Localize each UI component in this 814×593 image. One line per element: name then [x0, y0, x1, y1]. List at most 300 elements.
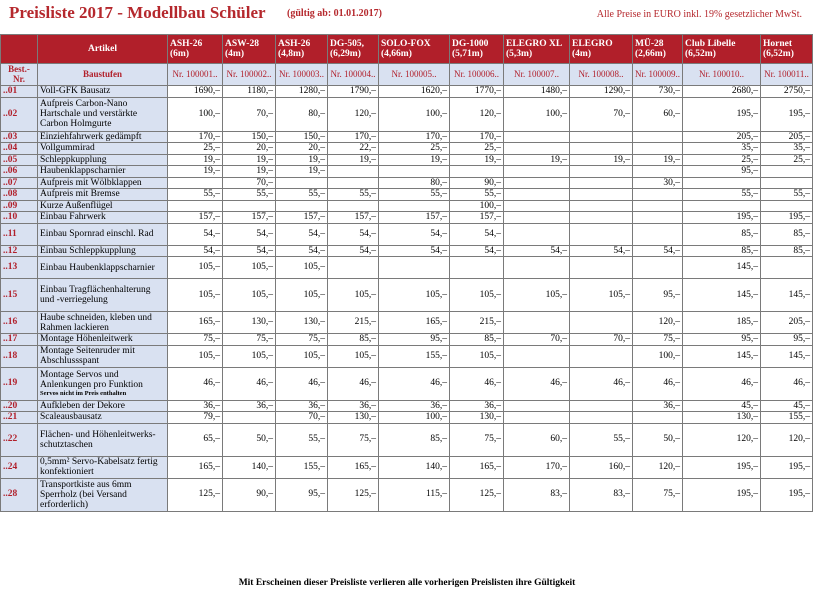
row-number: ..16 — [1, 312, 38, 334]
price-cell: 20,– — [223, 143, 276, 155]
price-cell: 70,– — [223, 97, 276, 131]
price-cell — [633, 212, 683, 224]
price-cell: 70,– — [570, 97, 633, 131]
price-cell: 46,– — [570, 367, 633, 400]
price-cell: 55,– — [328, 189, 379, 201]
price-cell: 145,– — [683, 257, 761, 279]
price-cell: 70,– — [504, 334, 570, 346]
price-table — [0, 34, 813, 512]
price-cell — [223, 200, 276, 212]
row-description — [38, 257, 168, 279]
price-cell — [379, 257, 450, 279]
model-name-header: SOLO-FOX (4,66m) — [379, 35, 450, 64]
table-subheader-row — [1, 64, 813, 86]
price-cell: 95,– — [683, 334, 761, 346]
price-cell: 130,– — [328, 412, 379, 424]
row-description-text: Aufpreis mit Wölbklappen — [40, 177, 142, 188]
row-description-text: Einbau Schleppkupplung — [40, 245, 136, 256]
row-description — [38, 345, 168, 367]
price-cell: 54,– — [328, 223, 379, 245]
price-cell: 50,– — [633, 423, 683, 456]
model-name-header: ASW-28 (4m) — [223, 35, 276, 64]
price-cell: 36,– — [223, 400, 276, 412]
row-description — [38, 200, 168, 212]
row-description — [38, 245, 168, 257]
price-cell: 36,– — [168, 400, 223, 412]
price-cell — [761, 257, 813, 279]
table-row — [1, 97, 813, 131]
price-cell: 105,– — [276, 257, 328, 279]
price-cell: 55,– — [223, 189, 276, 201]
price-cell: 75,– — [223, 334, 276, 346]
price-cell — [570, 312, 633, 334]
price-cell — [761, 200, 813, 212]
price-cell: 90,– — [223, 478, 276, 511]
price-cell: 60,– — [633, 97, 683, 131]
price-cell: 55,– — [379, 189, 450, 201]
price-cell: 100,– — [633, 345, 683, 367]
footer-note: Mit Erscheinen dieser Preisliste verlieren alle vorherigen Preislisten ihre Gültigkeit — [238, 578, 576, 588]
table-row — [1, 223, 813, 245]
price-cell: 105,– — [450, 345, 504, 367]
row-number: ..22 — [1, 423, 38, 456]
price-cell: 125,– — [450, 478, 504, 511]
row-description-text: Einziehfahrwerk gedämpft — [40, 131, 142, 142]
price-cell: 130,– — [450, 412, 504, 424]
row-description — [38, 177, 168, 189]
price-cell: 140,– — [223, 456, 276, 478]
price-cell: 19,– — [276, 166, 328, 178]
price-cell: 54,– — [379, 223, 450, 245]
price-cell: 70,– — [570, 334, 633, 346]
price-cell: 46,– — [276, 367, 328, 400]
price-cell: 120,– — [761, 423, 813, 456]
row-number: ..06 — [1, 166, 38, 178]
price-cell: 36,– — [633, 400, 683, 412]
price-cell: 85,– — [761, 245, 813, 257]
price-cell: 100,– — [450, 200, 504, 212]
price-cell: 1690,– — [168, 86, 223, 98]
price-cell: 157,– — [328, 212, 379, 224]
price-cell: 95,– — [761, 334, 813, 346]
row-description — [38, 97, 168, 131]
model-article-number: Nr. 100001.. — [168, 64, 223, 86]
price-cell: 46,– — [168, 367, 223, 400]
price-cell: 65,– — [168, 423, 223, 456]
row-description — [38, 189, 168, 201]
price-cell: 105,– — [168, 279, 223, 312]
page-header — [0, 0, 814, 34]
row-number: ..01 — [1, 86, 38, 98]
price-cell: 19,– — [504, 154, 570, 166]
price-cell: 100,– — [379, 97, 450, 131]
row-description-text: Montage Servos und Anlenkungen pro Funktion — [40, 370, 143, 390]
price-cell: 54,– — [450, 223, 504, 245]
price-cell: 100,– — [168, 97, 223, 131]
price-cell — [570, 177, 633, 189]
row-number: ..13 — [1, 257, 38, 279]
price-cell: 75,– — [633, 478, 683, 511]
price-cell: 165,– — [379, 312, 450, 334]
price-cell: 145,– — [683, 345, 761, 367]
price-cell: 83,– — [504, 478, 570, 511]
price-cell: 54,– — [223, 223, 276, 245]
price-cell — [570, 345, 633, 367]
row-number: ..21 — [1, 412, 38, 424]
price-cell: 195,– — [761, 456, 813, 478]
row-description-text: Einbau Tragflächenhalterung und -verriegelung — [40, 285, 151, 305]
price-cell: 215,– — [450, 312, 504, 334]
table-row — [1, 131, 813, 143]
price-cell: 155,– — [379, 345, 450, 367]
row-description-text: Flächen- und Höhenleitwerks-schutztaschen — [40, 429, 156, 450]
row-number: ..18 — [1, 345, 38, 367]
price-cell: 115,– — [379, 478, 450, 511]
price-cell: 19,– — [379, 154, 450, 166]
price-cell: 140,– — [379, 456, 450, 478]
table-row — [1, 200, 813, 212]
price-cell — [328, 257, 379, 279]
price-cell: 170,– — [168, 131, 223, 143]
row-description-text: Haubenklappscharnier — [40, 166, 126, 177]
price-cell: 730,– — [633, 86, 683, 98]
header-baustufen: Baustufen — [38, 64, 168, 86]
price-cell: 1280,– — [276, 86, 328, 98]
price-cell: 120,– — [328, 97, 379, 131]
price-cell — [633, 143, 683, 155]
price-cell: 205,– — [683, 131, 761, 143]
price-cell: 75,– — [168, 334, 223, 346]
price-cell — [633, 166, 683, 178]
price-cell: 195,– — [683, 212, 761, 224]
price-cell: 85,– — [683, 245, 761, 257]
price-cell: 2680,– — [683, 86, 761, 98]
price-cell: 46,– — [328, 367, 379, 400]
price-cell: 145,– — [761, 279, 813, 312]
price-cell: 35,– — [683, 143, 761, 155]
row-description — [38, 312, 168, 334]
row-number: ..07 — [1, 177, 38, 189]
price-cell: 195,– — [683, 97, 761, 131]
price-cell: 55,– — [276, 423, 328, 456]
price-cell: 1770,– — [450, 86, 504, 98]
table-row — [1, 312, 813, 334]
row-description — [38, 367, 168, 400]
row-description-note: Servos nicht im Preis enthalten — [40, 390, 127, 397]
price-cell: 25,– — [379, 143, 450, 155]
price-cell: 46,– — [504, 367, 570, 400]
row-description — [38, 86, 168, 98]
price-cell — [570, 131, 633, 143]
price-cell: 54,– — [379, 245, 450, 257]
price-cell: 85,– — [379, 423, 450, 456]
price-cell — [379, 166, 450, 178]
row-description-text: Aufpreis Carbon-Nano Hartschale und verstärkte Carbon Holmgurte — [40, 99, 138, 129]
model-article-number: Nr. 100009.. — [633, 64, 683, 86]
price-cell: 105,– — [379, 279, 450, 312]
row-number: ..19 — [1, 367, 38, 400]
row-description-text: Montage Höhenleitwerk — [40, 334, 133, 345]
price-cell: 90,– — [450, 177, 504, 189]
price-cell — [683, 200, 761, 212]
price-cell: 50,– — [223, 423, 276, 456]
price-cell: 185,– — [683, 312, 761, 334]
price-cell — [633, 200, 683, 212]
model-article-number: Nr. 100003.. — [276, 64, 328, 86]
header-artikel: Artikel — [38, 35, 168, 64]
price-cell: 19,– — [276, 154, 328, 166]
price-cell: 1180,– — [223, 86, 276, 98]
price-cell: 157,– — [379, 212, 450, 224]
price-cell: 54,– — [328, 245, 379, 257]
price-cell: 170,– — [450, 131, 504, 143]
price-cell: 30,– — [633, 177, 683, 189]
model-name-header: ELEGRO (4m) — [570, 35, 633, 64]
row-number: ..02 — [1, 97, 38, 131]
row-number: ..09 — [1, 200, 38, 212]
price-cell — [633, 257, 683, 279]
table-row — [1, 334, 813, 346]
price-cell: 54,– — [223, 245, 276, 257]
price-cell: 105,– — [223, 279, 276, 312]
price-cell: 1480,– — [504, 86, 570, 98]
price-cell: 120,– — [633, 456, 683, 478]
price-cell — [504, 131, 570, 143]
price-cell — [504, 257, 570, 279]
table-row — [1, 279, 813, 312]
model-article-number: Nr. 100002.. — [223, 64, 276, 86]
price-cell: 46,– — [379, 367, 450, 400]
price-cell: 95,– — [276, 478, 328, 511]
table-row — [1, 86, 813, 98]
price-cell — [276, 200, 328, 212]
price-cell: 1620,– — [379, 86, 450, 98]
row-number: ..11 — [1, 223, 38, 245]
table-row — [1, 400, 813, 412]
price-cell: 80,– — [379, 177, 450, 189]
table-row — [1, 189, 813, 201]
price-cell — [570, 189, 633, 201]
price-cell: 95,– — [683, 166, 761, 178]
price-cell: 70,– — [276, 412, 328, 424]
price-cell: 19,– — [450, 154, 504, 166]
row-number: ..10 — [1, 212, 38, 224]
price-cell: 54,– — [450, 245, 504, 257]
table-row — [1, 345, 813, 367]
row-number: ..08 — [1, 189, 38, 201]
row-description-text: Aufpreis mit Bremse — [40, 189, 120, 200]
row-description-text: Montage Seitenruder mit Abschlussspant — [40, 346, 135, 366]
row-description-text: Vollgummirad — [40, 143, 95, 154]
price-cell: 19,– — [223, 154, 276, 166]
table-row — [1, 478, 813, 511]
price-cell: 157,– — [223, 212, 276, 224]
table-row — [1, 143, 813, 155]
price-cell — [761, 177, 813, 189]
price-cell: 19,– — [328, 154, 379, 166]
model-article-number: Nr. 100004.. — [328, 64, 379, 86]
row-description — [38, 154, 168, 166]
price-cell: 155,– — [276, 456, 328, 478]
price-cell — [570, 143, 633, 155]
row-number: ..05 — [1, 154, 38, 166]
price-cell: 75,– — [450, 423, 504, 456]
price-cell — [504, 345, 570, 367]
price-cell: 130,– — [683, 412, 761, 424]
row-description-text: Transportkiste aus 6mm Sperrholz (bei Versand erforderlich) — [40, 479, 132, 510]
price-cell: 36,– — [379, 400, 450, 412]
model-name-header: Hornet (6,52m) — [761, 35, 813, 64]
model-name-header: ASH-26 (4,8m) — [276, 35, 328, 64]
price-cell: 55,– — [450, 189, 504, 201]
price-cell: 83,– — [570, 478, 633, 511]
table-row — [1, 212, 813, 224]
row-description-text: Einbau Fahrwerk — [40, 212, 106, 223]
price-cell: 45,– — [683, 400, 761, 412]
price-cell: 165,– — [168, 456, 223, 478]
price-cell: 160,– — [570, 456, 633, 478]
model-name-header: DG-1000 (5,71m) — [450, 35, 504, 64]
row-description — [38, 212, 168, 224]
price-cell: 165,– — [450, 456, 504, 478]
price-cell: 70,– — [223, 177, 276, 189]
price-cell: 46,– — [683, 367, 761, 400]
valid-from-note: (gültig ab: 01.01.2017) — [287, 8, 382, 19]
price-cell — [761, 166, 813, 178]
price-cell: 85,– — [328, 334, 379, 346]
model-name-header: DG-505, (6,29m) — [328, 35, 379, 64]
price-cell — [450, 257, 504, 279]
price-cell: 150,– — [276, 131, 328, 143]
price-cell — [504, 189, 570, 201]
price-cell — [168, 177, 223, 189]
price-cell — [683, 177, 761, 189]
price-cell — [504, 312, 570, 334]
price-cell: 145,– — [761, 345, 813, 367]
price-cell: 19,– — [168, 154, 223, 166]
price-cell: 157,– — [450, 212, 504, 224]
price-cell: 130,– — [276, 312, 328, 334]
row-number: ..17 — [1, 334, 38, 346]
price-cell: 170,– — [504, 456, 570, 478]
price-cell: 75,– — [633, 334, 683, 346]
header-best-nr: Best.-Nr. — [1, 64, 38, 86]
price-cell: 85,– — [761, 223, 813, 245]
price-cell: 25,– — [450, 143, 504, 155]
price-cell: 105,– — [570, 279, 633, 312]
price-cell: 165,– — [328, 456, 379, 478]
model-article-number: Nr. 100011.. — [761, 64, 813, 86]
price-cell — [504, 177, 570, 189]
price-cell — [504, 200, 570, 212]
price-cell: 205,– — [761, 312, 813, 334]
price-cell: 215,– — [328, 312, 379, 334]
row-number: ..28 — [1, 478, 38, 511]
row-number: ..04 — [1, 143, 38, 155]
table-row — [1, 257, 813, 279]
price-cell — [504, 212, 570, 224]
price-cell: 75,– — [276, 334, 328, 346]
table-header-row — [1, 35, 813, 64]
row-description — [38, 131, 168, 143]
price-cell — [633, 189, 683, 201]
model-name-header: Club Libelle (6,52m) — [683, 35, 761, 64]
price-cell: 54,– — [570, 245, 633, 257]
row-description — [38, 423, 168, 456]
price-cell: 55,– — [761, 189, 813, 201]
price-cell — [633, 223, 683, 245]
price-cell: 54,– — [276, 245, 328, 257]
price-cell: 195,– — [683, 456, 761, 478]
price-cell: 125,– — [168, 478, 223, 511]
price-cell: 25,– — [761, 154, 813, 166]
price-cell: 55,– — [570, 423, 633, 456]
model-article-number: Nr. 100007.. — [504, 64, 570, 86]
price-cell: 46,– — [761, 367, 813, 400]
price-cell: 55,– — [168, 189, 223, 201]
price-cell: 145,– — [683, 279, 761, 312]
price-cell: 54,– — [504, 245, 570, 257]
price-cell: 95,– — [379, 334, 450, 346]
price-cell: 25,– — [168, 143, 223, 155]
price-cell — [328, 166, 379, 178]
price-cell: 157,– — [276, 212, 328, 224]
price-cell: 155,– — [761, 412, 813, 424]
row-description-text: Einbau Spornrad einschl. Rad — [40, 229, 154, 239]
page-title: Preisliste 2017 - Modellbau Schüler — [9, 3, 266, 22]
price-cell — [633, 131, 683, 143]
price-cell: 100,– — [504, 97, 570, 131]
price-cell: 60,– — [504, 423, 570, 456]
model-name-header: ELEGRO XL (5,3m) — [504, 35, 570, 64]
price-cell: 125,– — [328, 478, 379, 511]
price-cell — [223, 412, 276, 424]
price-cell: 195,– — [683, 478, 761, 511]
price-cell: 46,– — [633, 367, 683, 400]
price-cell — [450, 166, 504, 178]
price-cell: 22,– — [328, 143, 379, 155]
price-cell — [168, 200, 223, 212]
row-description-text: Einbau Haubenklappscharnier — [40, 262, 155, 273]
row-description — [38, 223, 168, 245]
price-cell: 46,– — [223, 367, 276, 400]
row-description — [38, 279, 168, 312]
price-cell — [328, 200, 379, 212]
price-cell: 1290,– — [570, 86, 633, 98]
price-cell — [504, 400, 570, 412]
row-number: ..20 — [1, 400, 38, 412]
price-cell: 75,– — [328, 423, 379, 456]
row-number: ..03 — [1, 131, 38, 143]
price-cell: 170,– — [379, 131, 450, 143]
row-description-text: Voll-GFK Bausatz — [40, 86, 111, 97]
row-description — [38, 166, 168, 178]
row-description — [38, 412, 168, 424]
price-cell: 54,– — [633, 245, 683, 257]
row-description — [38, 456, 168, 478]
row-description — [38, 400, 168, 412]
price-cell: 105,– — [223, 345, 276, 367]
price-cell: 54,– — [276, 223, 328, 245]
row-description-text: Kurze Außenflügel — [40, 200, 113, 211]
price-cell: 105,– — [276, 345, 328, 367]
price-cell: 19,– — [570, 154, 633, 166]
price-cell: 105,– — [450, 279, 504, 312]
price-cell — [504, 143, 570, 155]
model-name-header: MÜ-28 (2,66m) — [633, 35, 683, 64]
price-cell — [328, 177, 379, 189]
price-cell: 120,– — [633, 312, 683, 334]
